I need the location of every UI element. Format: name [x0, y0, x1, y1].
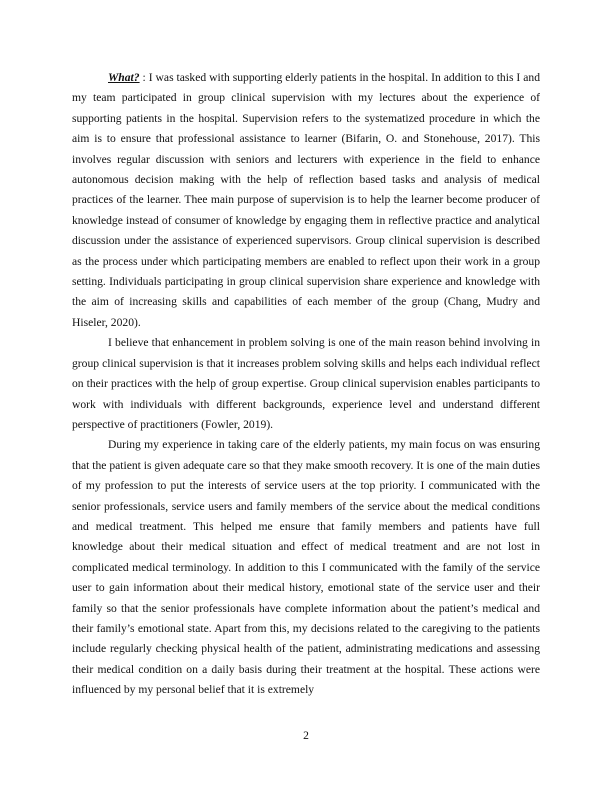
paragraph-what	[72, 68, 540, 333]
what-heading: What?	[108, 71, 140, 84]
page-number: 2	[303, 729, 309, 742]
document-body	[72, 68, 540, 701]
paragraph-3: During my experience in taking care of the elderly patients, my main focus on was ensuring that the patient is given adequate care so that they make smooth recovery. It is one of the main duties of my profession to put the interests of service users at the top priority. I communicated with the senior professionals, service users and family members of the service about the medical conditions and medical treatment. This helped me ensure that family members and patients have full knowledge about their medical situation and effect of medical treatment and are not lost in complicated medical terminology. In addition to this I communicated with the family of the service user to gain information about their medical history, emotional state of the service user and their family so that the senior professionals have complete information about the patient’s medical and their family’s emotional state. Apart from this, my decisions related to the caregiving to the patients include regularly checking physical health of the patient, administrating medications and assessing their medical condition on a daily basis during their treatment at the hospital. These actions were influenced by my personal belief that it is extremely	[72, 438, 541, 697]
what-heading-separator: :	[139, 71, 149, 84]
paragraph-2: I believe that enhancement in problem solving is one of the main reason behind involving in group clinical supervision is that it increases problem solving skills and helps each individual reflect on their practices with the help of group expertise. Group clinical supervision enables participants to work with individuals with different backgrounds, experience level and understand different perspective of practitioners (Fowler, 2019).	[72, 336, 540, 431]
paragraph-1-text: I was tasked with supporting elderly patients in the hospital. In addition to this I and my team participated in group clinical supervision with my lectures about the experience of supporting patients in the hospital. Supervision refers to the systematized procedure in which the aim is to ensure that professional assistance to learner (Bifarin, O. and Stonehouse, 2017). This involves regular discussion with seniors and lecturers with experience in the field to enhance autonomous decision making with the help of reflection based tasks and analysis of medical practices of the learner. Thee main purpose of supervision is to help the learner become producer of knowledge instead of consumer of knowledge by engaging them in reflective practice and analytical discussion under the assistance of experienced supervisors. Group clinical supervision is described as the process under which participating members are enabled to reflect upon their work in a group setting. Individuals participating in group clinical supervision share experience and knowledge with the aim of increasing skills and capabilities of each member of the group (Chang, Mudry and Hiseler, 2020).	[72, 71, 540, 329]
